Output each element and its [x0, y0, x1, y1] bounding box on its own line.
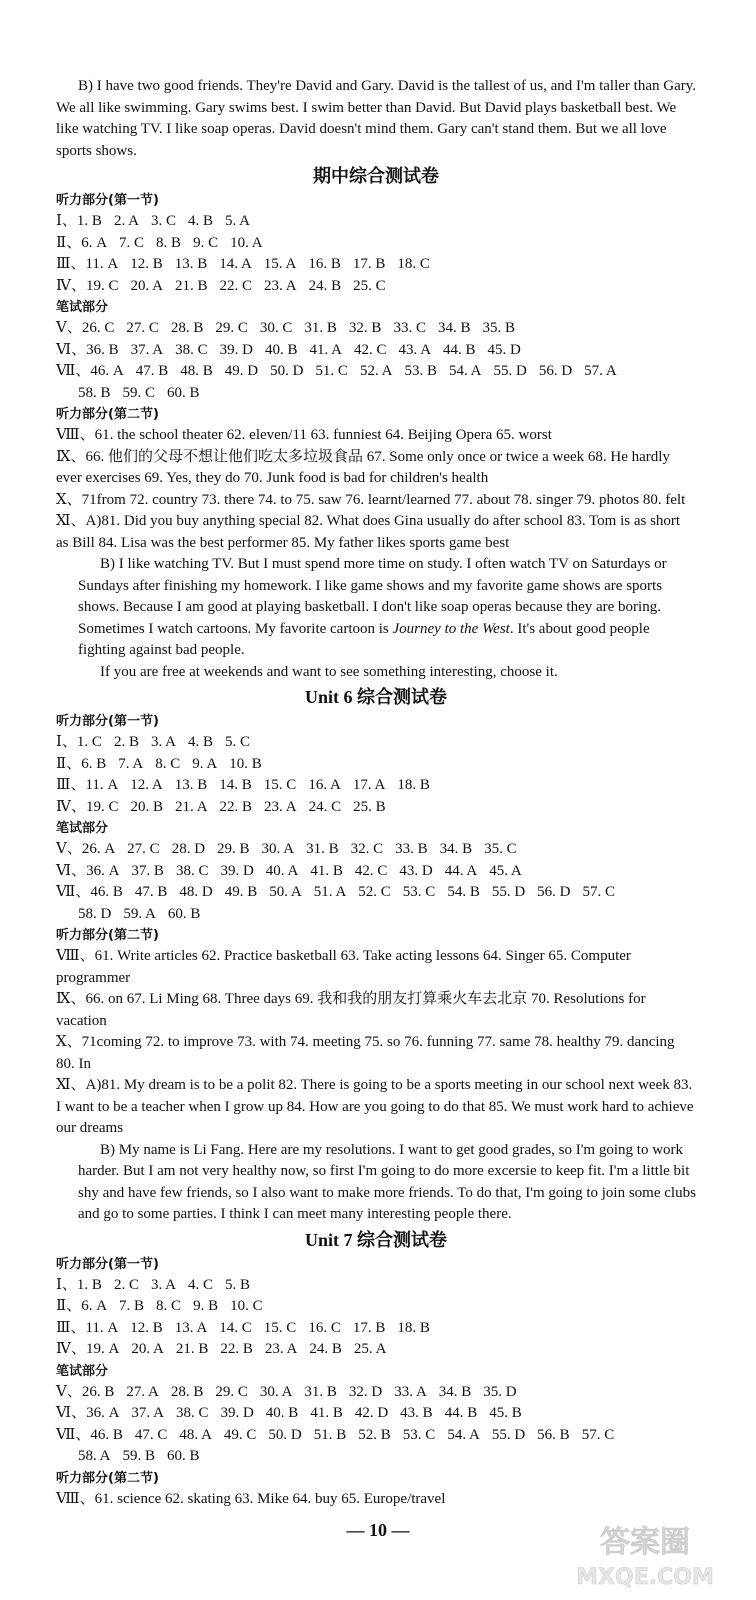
- answer-item: 32. C: [350, 841, 384, 857]
- answer-item: 22. B: [220, 1341, 253, 1357]
- answer-item: 40. B: [264, 341, 298, 358]
- answer-item: 9. A: [192, 755, 218, 772]
- answer-item: 56. D: [537, 884, 571, 900]
- answer-item: 13. A: [174, 1319, 208, 1336]
- answer-row: [56, 904, 696, 926]
- answer-row: [56, 340, 696, 362]
- answer-item: 24. B: [309, 1341, 342, 1357]
- answer-item: 44. B: [443, 341, 476, 358]
- answer-item: 12. B: [130, 256, 163, 272]
- section-written: 笔试部分: [56, 1363, 109, 1379]
- answer-item: 15. C: [263, 777, 297, 793]
- answer-item: 7. A: [118, 755, 144, 772]
- answer-item: 16. B: [308, 256, 341, 272]
- answer-item: 20. B: [130, 798, 164, 815]
- answer-item: 5. C: [224, 734, 250, 750]
- section-listening-1: 听力部分(第一节): [56, 193, 159, 208]
- answer-item: 13. B: [174, 777, 208, 793]
- answer-item: 4. B: [187, 213, 213, 229]
- answer-row: [56, 797, 696, 819]
- answer-item: 30. A: [259, 1383, 293, 1400]
- answer-item: 45. A: [489, 862, 522, 879]
- answer-item: 29. C: [215, 1383, 248, 1400]
- answer-block-10: Ⅹ、71coming 72. to improve 73. with 74. meeting 75. so 76. funning 77. same 78. healthy 79. dancing 80. In: [56, 1034, 675, 1072]
- answer-item: 58. A: [78, 1448, 111, 1464]
- answer-item: 43. A: [398, 341, 432, 358]
- answer-item: Ⅳ、19. C: [56, 277, 119, 294]
- answer-item: 31. B: [304, 320, 337, 336]
- answer-item: 25. B: [353, 798, 386, 815]
- answer-item: 48. D: [179, 884, 213, 900]
- answer-item: 45. D: [487, 341, 521, 358]
- answer-item: 17. A: [352, 777, 386, 793]
- answer-item: 48. B: [180, 363, 213, 379]
- answer-page: [56, 76, 696, 1510]
- answer-item: 35. C: [484, 841, 517, 857]
- answer-item: 12. B: [130, 1319, 163, 1336]
- answer-item: 39. D: [219, 341, 253, 358]
- answer-item: 54. A: [448, 363, 482, 379]
- answer-row: [56, 211, 696, 233]
- answer-item: 3. A: [150, 734, 176, 750]
- answer-item: 55. D: [491, 884, 526, 900]
- answer-item: 8. C: [156, 1298, 182, 1314]
- answer-item: 15. C: [263, 1319, 297, 1336]
- answer-item: 18. C: [397, 256, 430, 272]
- answer-item: 3. A: [150, 1276, 176, 1293]
- answer-item: 14. C: [219, 1319, 252, 1336]
- answer-item: 54. B: [447, 884, 480, 900]
- answer-item: 45. B: [489, 1405, 522, 1421]
- answer-item: 18. B: [397, 777, 430, 793]
- unit6-title: Unit 6 综合测试卷: [304, 687, 447, 707]
- answer-block-11a: Ⅺ、A)81. Did you buy anything special 82. What does Gina usually do after school 83. Tom is as short as Bill 84. Lisa was the best performer 85. My father likes sports game best: [56, 513, 681, 551]
- answer-item: 22. C: [219, 277, 253, 294]
- answer-item: 34. B: [439, 841, 473, 857]
- answer-item: 30. C: [259, 320, 293, 336]
- answer-item: 55. D: [493, 363, 527, 379]
- answer-item: 17. B: [352, 256, 386, 272]
- answer-row: [56, 1446, 696, 1468]
- answer-row: [56, 276, 696, 298]
- answer-item: 27. A: [126, 1383, 159, 1400]
- section-listening-2: 听力部分(第二节): [56, 928, 159, 943]
- answer-item: 55. D: [491, 1426, 526, 1443]
- section-listening-1: 听力部分(第一节): [56, 714, 159, 729]
- answer-item: 41. A: [309, 341, 342, 358]
- answer-item: 5. B: [224, 1276, 250, 1293]
- svg-text:MXQE.COM: MXQE.COM: [576, 1565, 714, 1590]
- answer-block-10: Ⅹ、71from 72. country 73. there 74. to 75. saw 76. learnt/learned 77. about 78. singer 79. photos 80. felt: [56, 491, 686, 508]
- answer-item: 24. C: [308, 798, 342, 815]
- answer-item: 23. A: [264, 1341, 298, 1357]
- answer-item: 57. C: [581, 1426, 615, 1443]
- answer-item: 38. C: [175, 862, 209, 879]
- answer-item: 49. B: [224, 884, 258, 900]
- answer-item: 51. A: [313, 884, 347, 900]
- answer-item: 47. C: [134, 1426, 168, 1443]
- answer-item: 7. B: [119, 1298, 145, 1314]
- answer-item: 17. B: [352, 1319, 386, 1336]
- answer-row: [56, 1403, 696, 1425]
- answer-item: 20. A: [130, 277, 164, 294]
- answer-item: 59. C: [122, 384, 156, 401]
- answer-row: [56, 861, 696, 883]
- answer-item: Ⅶ、46. B: [56, 884, 123, 900]
- section-listening-2: 听力部分(第二节): [56, 407, 159, 422]
- answer-item: 53. C: [402, 884, 436, 900]
- page-number: — 10 —: [346, 1520, 410, 1540]
- answer-item: 33. C: [393, 320, 426, 336]
- answer-item: 43. D: [399, 862, 433, 879]
- answer-item: 34. B: [438, 1383, 472, 1400]
- answer-row: [56, 1318, 696, 1340]
- answer-item: 21. B: [175, 1341, 209, 1357]
- answer-item: Ⅵ、36. B: [56, 341, 119, 358]
- answer-item: 10. A: [230, 234, 263, 251]
- answer-item: Ⅱ、6. A: [56, 234, 108, 251]
- answer-block-8: Ⅷ、61. the school theater 62. eleven/11 63. funniest 64. Beijing Opera 65. worst: [56, 427, 552, 443]
- answer-item: 52. B: [358, 1426, 391, 1443]
- answer-item: 41. B: [310, 1405, 343, 1421]
- answer-item: 58. B: [78, 384, 111, 401]
- answer-item: 49. C: [223, 1426, 257, 1443]
- answer-item: 4. B: [187, 734, 213, 750]
- essay-text: . It's about good people fighting against bad people.: [78, 620, 650, 658]
- answer-item: 29. B: [217, 841, 250, 857]
- answer-item: 50. D: [268, 1426, 302, 1443]
- answer-item: 50. D: [270, 363, 304, 379]
- answer-item: Ⅰ、1. B: [56, 213, 102, 229]
- essay-text: B) I like watching TV. But I must spend more time on study. I often watch TV on Saturdays or Sundays after finishing my homework. I like game shows and my favorite game shows are sports shows. Because I am good at playing basketball. I don't like soap operas because they are boring. Sometimes I watch cartoons. My favorite cartoon is: [78, 556, 667, 637]
- answer-item: 43. B: [400, 1405, 433, 1421]
- answer-row: [56, 1339, 696, 1361]
- answer-item: 32. D: [348, 1383, 383, 1400]
- answer-item: 60. B: [167, 1448, 200, 1464]
- answer-row: [56, 361, 696, 383]
- answer-item: 59. A: [123, 905, 156, 922]
- answer-item: 60. B: [167, 384, 200, 401]
- answer-item: 31. B: [304, 1383, 337, 1400]
- answer-item: 31. B: [306, 841, 339, 857]
- answer-row: [56, 233, 696, 255]
- answer-item: Ⅵ、36. A: [56, 862, 120, 879]
- section-listening-2: 听力部分(第二节): [56, 1470, 159, 1486]
- answer-row: [56, 1425, 696, 1447]
- answer-item: 28. B: [170, 1383, 204, 1400]
- answer-item: 16. C: [308, 1319, 341, 1336]
- answer-item: 52. A: [359, 363, 393, 379]
- answer-item: 52. C: [358, 884, 391, 900]
- section-written: 笔试部分: [56, 821, 109, 836]
- essay-paragraph: If you are free at weekends and want to see something interesting, choose it.: [100, 663, 558, 680]
- answer-item: Ⅵ、36. A: [56, 1405, 120, 1421]
- answer-item: 57. A: [584, 363, 617, 379]
- answer-item: 47. B: [135, 363, 169, 379]
- answer-item: 2. B: [113, 734, 139, 750]
- answer-row: [56, 318, 696, 340]
- answer-item: 8. B: [156, 234, 182, 251]
- answer-item: 39. D: [220, 862, 254, 879]
- midterm-title: 期中综合测试卷: [313, 166, 439, 186]
- answer-item: 9. B: [193, 1298, 219, 1314]
- answer-item: 44. A: [444, 862, 478, 879]
- answer-item: 37. A: [131, 1405, 164, 1421]
- answer-block-8: Ⅷ、61. Write articles 62. Practice basketball 63. Take acting lessons 64. Singer 65. Computer programmer: [56, 948, 631, 986]
- answer-item: Ⅴ、26. A: [56, 841, 116, 857]
- answer-item: 38. C: [175, 1405, 209, 1421]
- answer-item: 51. C: [315, 363, 348, 379]
- essay-italic-title: Journey to the West: [392, 620, 510, 637]
- answer-item: 37. A: [130, 341, 164, 358]
- answer-item: 41. B: [310, 862, 343, 879]
- answer-row: [56, 254, 696, 276]
- answer-item: 29. C: [215, 320, 248, 336]
- answer-item: 42. C: [354, 862, 388, 879]
- answer-item: Ⅱ、6. A: [56, 1298, 108, 1314]
- unit7-title: Unit 7 综合测试卷: [304, 1229, 447, 1250]
- answer-row: [56, 1296, 696, 1318]
- answer-item: 22. B: [219, 798, 253, 815]
- answer-item: 27. C: [127, 841, 160, 857]
- answer-item: Ⅲ、11. A: [56, 256, 119, 272]
- answer-item: Ⅶ、46. B: [56, 1426, 123, 1443]
- answer-row: [56, 1275, 696, 1297]
- answer-item: 7. C: [119, 234, 145, 251]
- answer-item: 38. C: [175, 341, 208, 358]
- answer-item: 34. B: [437, 320, 471, 336]
- essay-paragraph: B) My name is Li Fang. Here are my resolutions. I want to get good grades, so I'm going to work harder. But I am not very healthy now, so first I'm going to do more excersie to keep fit. I'm a little bit shy and have few friends, so I also want to make more friends. To do that, I'm going to join some clubs and go to some parties. I think I can meet many interesting people there.: [78, 1141, 696, 1222]
- answer-block-9: Ⅸ、66. on 67. Li Ming 68. Three days 69. 我和我的朋友打算乘火车去北京 70. Resolutions for vacation: [56, 991, 646, 1029]
- answer-item: Ⅱ、6. B: [56, 755, 107, 772]
- answer-item: Ⅰ、1. B: [56, 1276, 102, 1293]
- answer-item: 28. B: [170, 320, 204, 336]
- answer-item: 39. D: [220, 1405, 254, 1421]
- answer-item: 27. C: [126, 320, 159, 336]
- answer-item: 56. D: [538, 363, 573, 379]
- answer-item: Ⅴ、26. C: [56, 320, 115, 336]
- answer-item: 35. D: [483, 1383, 517, 1400]
- answer-row: [56, 775, 696, 797]
- answer-item: 9. C: [193, 234, 219, 251]
- answer-row: [56, 839, 696, 861]
- answer-item: 2. A: [113, 213, 139, 229]
- answer-item: 35. B: [482, 320, 515, 336]
- answer-item: 12. A: [130, 777, 163, 793]
- answer-item: 15. A: [263, 256, 297, 272]
- answer-item: 18. B: [397, 1319, 430, 1336]
- answer-block-8: Ⅷ、61. science 62. skating 63. Mike 64. buy 65. Europe/travel: [56, 1490, 446, 1507]
- answer-item: 10. C: [230, 1298, 263, 1314]
- answer-item: 42. C: [354, 341, 387, 358]
- watermark-logo: [540, 1514, 750, 1594]
- answer-item: 2. C: [113, 1276, 139, 1293]
- answer-item: 4. C: [187, 1276, 213, 1293]
- answer-item: Ⅶ、46. A: [56, 363, 124, 379]
- answer-row: [56, 1382, 696, 1404]
- answer-item: 32. B: [348, 320, 382, 336]
- answer-row: [56, 383, 696, 405]
- answer-item: 47. B: [134, 884, 168, 900]
- answer-item: 28. D: [171, 841, 206, 857]
- answer-item: 37. B: [131, 862, 164, 879]
- answer-item: 54. A: [447, 1426, 480, 1443]
- answer-item: 33. B: [395, 841, 428, 857]
- answer-item: 44. B: [444, 1405, 478, 1421]
- answer-item: 23. A: [264, 277, 297, 294]
- answer-row: [56, 754, 696, 776]
- answer-row: [56, 732, 696, 754]
- answer-item: 14. A: [219, 256, 252, 272]
- answer-item: 30. A: [261, 841, 295, 857]
- answer-item: 57. C: [582, 884, 616, 900]
- answer-item: 8. C: [155, 755, 181, 772]
- answer-item: 33. A: [394, 1383, 427, 1400]
- answer-item: 25. A: [353, 1341, 387, 1357]
- answer-block-11a: Ⅺ、A)81. My dream is to be a polit 82. There is going to be a sports meeting in our school next week 83. I want to be a teacher when I grow up 84. How are you going to do that 85. We must work hard to achieve our dreams: [56, 1077, 694, 1136]
- answer-item: 51. B: [313, 1426, 347, 1443]
- top-paragraph: B) I have two good friends. They're David and Gary. David is the tallest of us, and I'm taller than Gary. We all like swimming. Gary swims best. I swim better than David. But David plays basketball best. We like watching TV. I like soap operas. David doesn't mind them. Gary can't stand them. But we all love sports shows.: [56, 78, 697, 159]
- svg-text:答案圈: 答案圈: [600, 1525, 690, 1560]
- answer-item: Ⅰ、1. C: [56, 734, 102, 750]
- answer-item: 10. B: [229, 755, 262, 772]
- section-written: 笔试部分: [56, 300, 109, 315]
- answer-item: Ⅲ、11. A: [56, 777, 119, 793]
- answer-item: 21. B: [175, 277, 208, 294]
- answer-item: 21. A: [175, 798, 208, 815]
- answer-item: Ⅳ、19. A: [56, 1341, 120, 1357]
- answer-item: 58. D: [78, 905, 112, 922]
- answer-item: 13. B: [174, 256, 208, 272]
- answer-item: 49. D: [224, 363, 259, 379]
- section-listening-1: 听力部分(第一节): [56, 1256, 159, 1272]
- answer-item: 53. C: [402, 1426, 436, 1443]
- answer-item: 48. A: [179, 1426, 212, 1443]
- answer-item: 42. D: [354, 1405, 389, 1421]
- answer-item: Ⅴ、26. B: [56, 1383, 115, 1400]
- answer-item: 5. A: [224, 213, 250, 229]
- answer-item: Ⅲ、11. A: [56, 1319, 119, 1336]
- answer-item: 53. B: [404, 363, 437, 379]
- answer-item: 40. A: [265, 862, 299, 879]
- answer-item: 14. B: [219, 777, 252, 793]
- answer-item: 60. B: [167, 905, 201, 922]
- answer-item: 59. B: [122, 1448, 156, 1464]
- answer-block-9: Ⅸ、66. 他们的父母不想让他们吃太多垃圾食品 67. Some only once or twice a week 68. He hardly ever exercises 69. Yes, they do 70. Junk food is bad for children's health: [56, 448, 670, 486]
- answer-item: 24. B: [308, 277, 342, 294]
- answer-item: Ⅳ、19. C: [56, 798, 119, 815]
- answer-item: 3. C: [150, 213, 176, 229]
- answer-item: 25. C: [353, 277, 386, 294]
- answer-item: 23. A: [264, 798, 297, 815]
- answer-item: 16. A: [308, 777, 341, 793]
- essay-paragraph: [56, 554, 696, 662]
- answer-item: 40. B: [265, 1405, 299, 1421]
- answer-item: 50. A: [269, 884, 302, 900]
- answer-item: 56. B: [537, 1426, 570, 1443]
- answer-row: [56, 882, 696, 904]
- answer-item: 20. A: [131, 1341, 164, 1357]
